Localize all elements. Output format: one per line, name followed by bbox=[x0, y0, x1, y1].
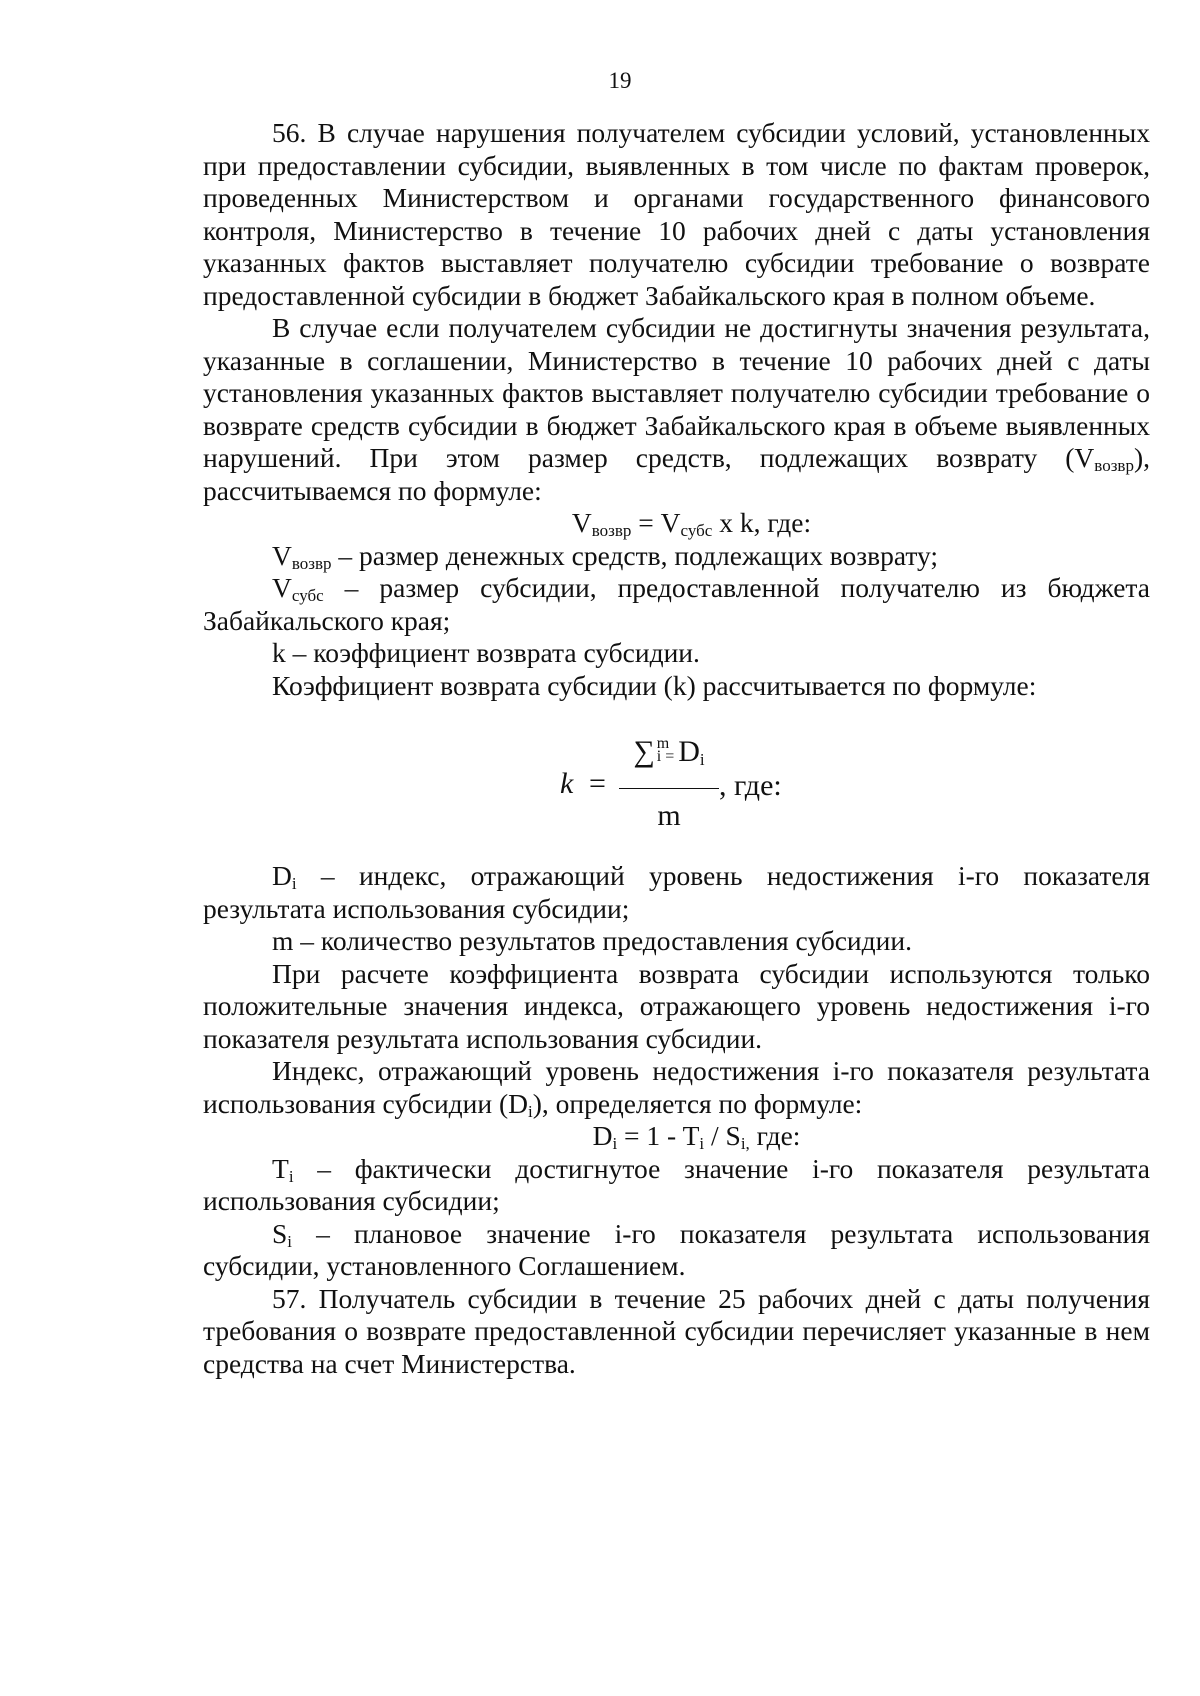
definition-ti bbox=[203, 1153, 1150, 1218]
sum-limits bbox=[656, 735, 675, 766]
sum-lower-limit: i = bbox=[656, 748, 675, 766]
formula-v-vozvr bbox=[203, 507, 1150, 540]
definition-subscript: i bbox=[288, 1166, 294, 1186]
paragraph-text: Индекс, отражающий уровень недостижения i-го показателя результата использования субсидии (D bbox=[203, 1055, 1150, 1119]
document-body bbox=[203, 117, 1150, 1380]
definition-symbol: V bbox=[272, 539, 292, 571]
formula-d-symbol: D bbox=[678, 735, 700, 768]
definition-symbol: V bbox=[272, 572, 292, 603]
formula-symbol: = 1 - T bbox=[617, 1120, 700, 1151]
formula-tail: , где: bbox=[719, 769, 782, 802]
formula-numerator bbox=[619, 736, 719, 769]
page-number: 19 bbox=[608, 68, 632, 93]
definition-text: – размер денежных средств, подлежащих возврату; bbox=[331, 539, 939, 571]
definition-text: – плановое значение i-го показателя результата использования субсидии, установленного Соглашением. bbox=[203, 1217, 1150, 1281]
definition-subscript: i bbox=[291, 874, 297, 893]
subscript-vozvr: возвр bbox=[1094, 456, 1134, 475]
definition-text: – индекс, отражающий уровень недостижения i-го показателя результата использования субсидии; bbox=[203, 860, 1150, 924]
definition-v-vozvr bbox=[203, 540, 1150, 573]
paragraph-text: ), определяется по формуле: bbox=[532, 1087, 863, 1119]
definition-subscript: возвр bbox=[291, 553, 332, 573]
formula-subscript: субс bbox=[680, 521, 713, 540]
formula-symbol: где: bbox=[749, 1120, 801, 1151]
formula-symbol: D bbox=[592, 1120, 613, 1151]
definition-di bbox=[203, 860, 1150, 925]
definition-si bbox=[203, 1218, 1150, 1283]
formula-subscript: i, bbox=[740, 1134, 750, 1153]
formula-symbol: x k, где: bbox=[712, 507, 812, 538]
paragraph-56: 56. В случае нарушения получателем субсидии условий, установленных при предоставлении субсидии, выявленных в том числе по фактам проверок, проведенных Министерством и органами государственного финансового контроля, Министерство в течение 10 рабочих дней с даты установления указанных фактов выставляет получателю субсидии требование о возврате предоставленной субсидии в бюджет Забайкальского края в полном объеме. bbox=[203, 117, 1150, 311]
formula-k bbox=[203, 724, 1150, 842]
formula-di bbox=[203, 1120, 1150, 1153]
paragraph-56-part-2 bbox=[203, 312, 1150, 507]
definition-v-subs bbox=[203, 572, 1150, 637]
formula-equals: = bbox=[589, 767, 606, 800]
formula-symbol: V bbox=[571, 507, 592, 538]
paragraph-text: ), рассчитываемся по формуле: bbox=[203, 442, 1150, 506]
sum-upper-limit: m bbox=[656, 735, 670, 753]
k-formula-intro: Коэффициент возврата субсидии (k) рассчитывается по формуле: bbox=[272, 669, 1037, 701]
formula-symbol: = V bbox=[631, 507, 681, 538]
definition-text: – размер субсидии, предоставленной получателю из бюджета Забайкальского края; bbox=[203, 572, 1150, 636]
definition-m: m – количество результатов предоставления субсидии. bbox=[272, 925, 912, 956]
definition-symbol: T bbox=[272, 1152, 289, 1184]
formula-subscript: возвр bbox=[591, 521, 632, 540]
paragraph-index bbox=[203, 1055, 1150, 1120]
definition-symbol: S bbox=[272, 1217, 288, 1249]
definition-symbol: D bbox=[272, 860, 292, 891]
definition-k: k – коэффициент возврата субсидии. bbox=[272, 637, 700, 668]
formula-symbol: / S bbox=[704, 1120, 741, 1151]
formula-k-symbol: k bbox=[560, 767, 574, 800]
paragraph-positive-values: При расчете коэффициента возврата субсидии используются только положительные значения индекса, отражающего уровень недостижения i-го показателя результата использования субсидии. bbox=[203, 957, 1150, 1054]
formula-subscript: i bbox=[699, 1134, 705, 1153]
definition-subscript: субс bbox=[291, 586, 324, 605]
formula-denominator: m bbox=[657, 799, 681, 832]
formula-subscript: i bbox=[699, 750, 705, 769]
definition-text: – фактически достигнутое значение i-го показателя результата использования субсидии; bbox=[203, 1152, 1150, 1216]
fraction-bar bbox=[619, 788, 719, 789]
paragraph-subscript: i bbox=[528, 1101, 533, 1121]
sum-symbol: ∑ bbox=[633, 735, 655, 768]
paragraph-57: 57. Получатель субсидии в течение 25 рабочих дней с даты получения требования о возврате предоставленной субсидии перечисляет указанные в нем средства на счет Министерства. bbox=[203, 1282, 1150, 1379]
definition-subscript: i bbox=[287, 1231, 293, 1251]
formula-subscript: i bbox=[612, 1134, 618, 1153]
paragraph-text: В случае если получателем субсидии не достигнуты значения результата, указанные в соглашении, Министерство в течение 10 рабочих дней с даты установления указанных фактов выставляет получателю субсидии требование о возврате средств субсидии в бюджет Забайкальского края в объеме выявленных нарушений. При этом размер средств, подлежащих возврату (V bbox=[203, 312, 1150, 473]
